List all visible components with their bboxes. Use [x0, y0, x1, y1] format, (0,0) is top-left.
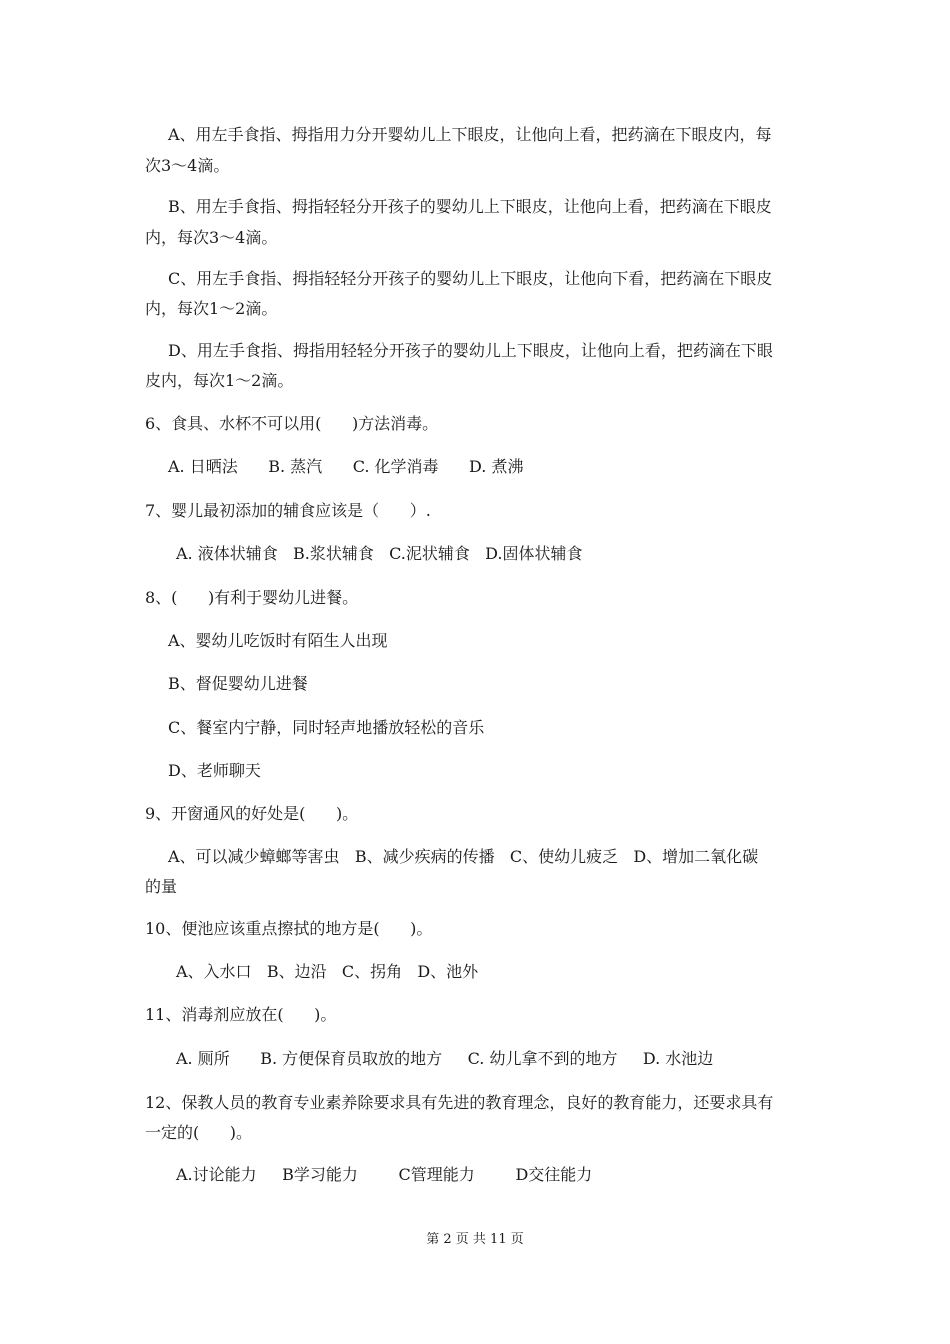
page-footer: 第 2 页 共 11 页	[426, 1232, 524, 1247]
q7-options: A. 液体状辅食 B.浆状辅食 C.泥状辅食 D.固体状辅食	[176, 544, 583, 563]
q5-option-b-line2: 内，每次3～4滴。	[145, 228, 278, 247]
q5-option-a-line2: 次3～4滴。	[145, 156, 230, 175]
q10-options: A、入水口 B、边沿 C、拐角 D、池外	[176, 962, 479, 981]
q5-option-c-line1: C、用左手食指、拇指轻轻分开孩子的婴幼儿上下眼皮，让他向下看，把药滴在下眼皮	[168, 269, 773, 288]
q11-question: 11、消毒剂应放在( )。	[145, 1005, 337, 1024]
q12-question-line2: 一定的( )。	[145, 1123, 253, 1142]
q8-option-a: A、婴幼儿吃饭时有陌生人出现	[168, 631, 388, 650]
q8-option-c: C、餐室内宁静，同时轻声地播放轻松的音乐	[168, 718, 485, 737]
q5-option-a-line1: A、用左手食指、拇指用力分开婴幼儿上下眼皮，让他向上看，把药滴在下眼皮内，每	[168, 125, 772, 144]
q9-question: 9、开窗通风的好处是( )。	[145, 804, 359, 823]
q7-question: 7、婴儿最初添加的辅食应该是（ ）.	[145, 501, 431, 520]
q11-options: A. 厕所 B. 方便保育员取放的地方 C. 幼儿拿不到的地方 D. 水池边	[176, 1049, 714, 1068]
q9-options-line2: 的量	[145, 877, 178, 896]
q8-option-d: D、老师聊天	[168, 761, 261, 780]
q5-option-d-line1: D、用左手食指、拇指用轻轻分开孩子的婴幼儿上下眼皮，让他向上看，把药滴在下眼	[168, 341, 773, 360]
q8-question: 8、( )有利于婴幼儿进餐。	[145, 588, 359, 607]
q5-option-b-line1: B、用左手食指、拇指轻轻分开孩子的婴幼儿上下眼皮，让他向上看，把药滴在下眼皮	[168, 197, 772, 216]
q5-option-c-line2: 内，每次1～2滴。	[145, 299, 278, 318]
q6-options: A. 日晒法 B. 蒸汽 C. 化学消毒 D. 煮沸	[168, 457, 524, 476]
q8-option-b: B、督促婴幼儿进餐	[168, 674, 308, 693]
q6-question: 6、食具、水杯不可以用( )方法消毒。	[145, 414, 439, 433]
q12-options: A.讨论能力 B学习能力 C管理能力 D交往能力	[176, 1165, 593, 1184]
q5-option-d-line2: 皮内，每次1～2滴。	[145, 371, 294, 390]
q9-options-line1: A、可以减少蟑螂等害虫 B、减少疾病的传播 C、使幼儿疲乏 D、增加二氧化碳	[168, 847, 759, 866]
q10-question: 10、便池应该重点擦拭的地方是( )。	[145, 919, 433, 938]
q12-question-line1: 12、保教人员的教育专业素养除要求具有先进的教育理念，良好的教育能力，还要求具有	[145, 1093, 774, 1112]
